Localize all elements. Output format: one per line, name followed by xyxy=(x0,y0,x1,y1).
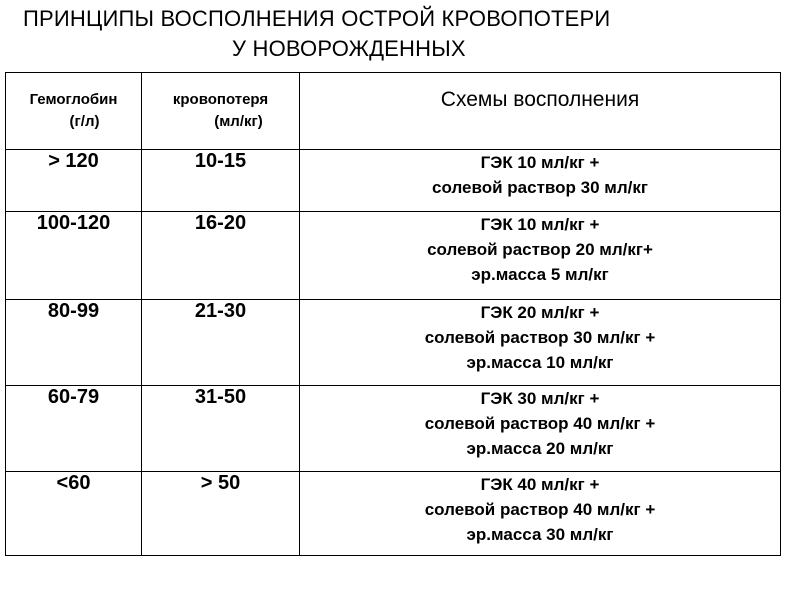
scheme-line: солевой раствор 40 мл/кг + xyxy=(424,500,656,519)
cell-scheme xyxy=(300,472,781,556)
scheme-line: ГЭК 10 мл/кг + xyxy=(480,153,600,172)
header-hemoglobin-label: Гемоглобин xyxy=(29,91,118,108)
table-row xyxy=(6,300,781,386)
header-schemes: Схемы восполнения xyxy=(300,73,781,150)
cell-hemoglobin: 100-120 xyxy=(6,212,142,300)
cell-blood-loss: 31-50 xyxy=(142,386,300,472)
cell-scheme xyxy=(300,300,781,386)
scheme-line: эр.масса 20 мл/кг xyxy=(466,439,614,458)
transfusion-table xyxy=(5,72,781,556)
cell-blood-loss: > 50 xyxy=(142,472,300,556)
cell-scheme xyxy=(300,150,781,212)
cell-scheme xyxy=(300,386,781,472)
table-row xyxy=(6,150,781,212)
table-header-row xyxy=(6,73,781,150)
page-title xyxy=(0,4,800,64)
cell-blood-loss: 10-15 xyxy=(142,150,300,212)
scheme-line: ГЭК 40 мл/кг + xyxy=(480,475,600,494)
scheme-line: солевой раствор 30 мл/кг xyxy=(432,178,648,197)
header-blood-loss-label: кровопотеря xyxy=(172,91,269,108)
scheme-line: солевой раствор 40 мл/кг + xyxy=(424,414,656,433)
scheme-line: солевой раствор 20 мл/кг+ xyxy=(427,240,653,259)
header-blood-loss-unit: (мл/кг) xyxy=(214,113,263,130)
cell-blood-loss: 21-30 xyxy=(142,300,300,386)
scheme-line: солевой раствор 30 мл/кг + xyxy=(424,328,656,347)
cell-hemoglobin: > 120 xyxy=(6,150,142,212)
scheme-line: ГЭК 20 мл/кг + xyxy=(480,303,600,322)
scheme-line: ГЭК 10 мл/кг + xyxy=(480,215,600,234)
cell-hemoglobin: 80-99 xyxy=(6,300,142,386)
scheme-line: эр.масса 5 мл/кг xyxy=(471,265,609,284)
title-line-1: ПРИНЦИПЫ ВОСПОЛНЕНИЯ ОСТРОЙ КРОВОПОТЕРИ xyxy=(23,6,611,31)
cell-hemoglobin: <60 xyxy=(6,472,142,556)
cell-scheme xyxy=(300,212,781,300)
scheme-line: эр.масса 10 мл/кг xyxy=(466,353,614,372)
header-hemoglobin xyxy=(6,73,142,150)
cell-blood-loss: 16-20 xyxy=(142,212,300,300)
header-hemoglobin-unit: (г/л) xyxy=(69,113,100,130)
table-row xyxy=(6,212,781,300)
title-line-2: У НОВОРОЖДЕННЫХ xyxy=(232,36,466,61)
table-row xyxy=(6,386,781,472)
table-row xyxy=(6,472,781,556)
scheme-line: ГЭК 30 мл/кг + xyxy=(480,389,600,408)
header-blood-loss xyxy=(142,73,300,150)
cell-hemoglobin: 60-79 xyxy=(6,386,142,472)
scheme-line: эр.масса 30 мл/кг xyxy=(466,525,614,544)
